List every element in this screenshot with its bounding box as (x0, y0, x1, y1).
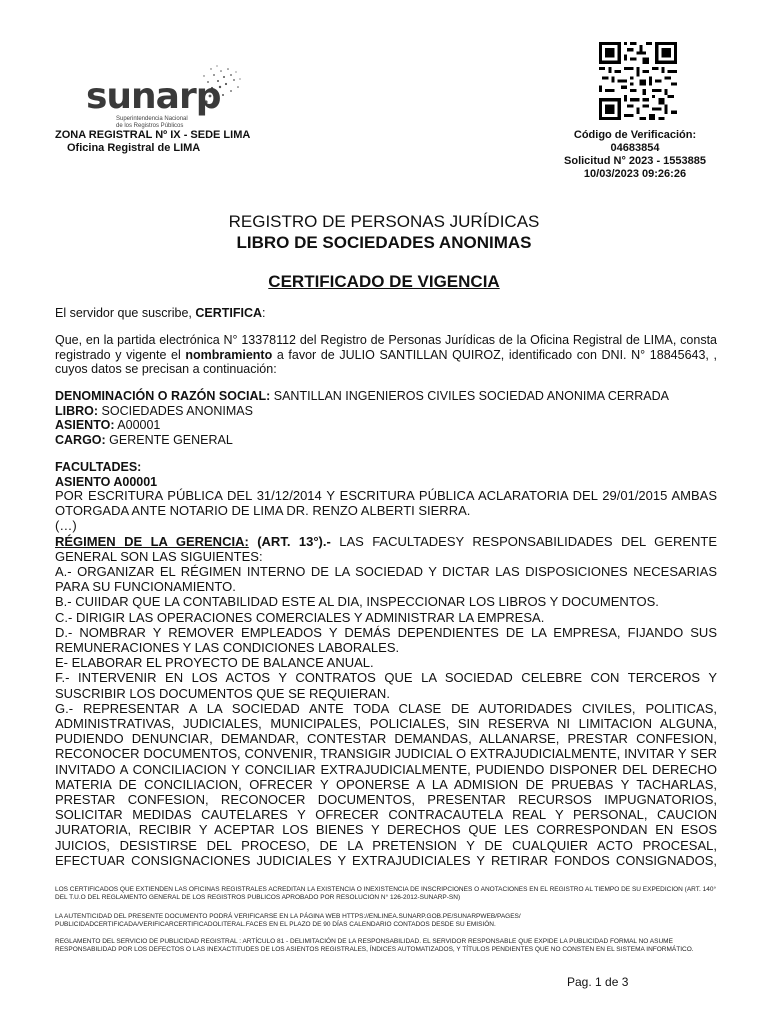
footer-note-2: LA AUTENTICIDAD DEL PRESENTE DOCUMENTO PODRÁ VERIFICARSE EN LA PÁGINA WEB HTTPS://ENLINEA.SUNARP.GOB.PE/SUNARPWEB/PAGES/ PUBLICIDADCERTIFICADA/VERIFICARCERTIFICADOLITERAL.FACES EN EL PLAZO DE 90 DÍAS CALENDARIO CONTADOS DESDE SU EMISIÓN. (55, 913, 521, 928)
facultad-item: D.- NOMBRAR Y REMOVER EMPLEADOS Y DEMÁS DEPENDIENTES DE LA EMPRESA, FIJANDO SUS REMUNERACIONES Y LAS CONDICIONES LABORALES. (55, 624, 717, 656)
regimen-paragraph (55, 534, 717, 564)
datos-value: A00001 (114, 418, 161, 432)
footer-note-3: REGLAMENTO DEL SERVICIO DE PUBLICIDAD REGISTRAL : ARTÍCULO 81 - DELIMITACIÓN DE LA RESPONSABILIDAD. EL SERVIDOR RESPONSABLE QUE EXPIDE LA PUBLICIDAD FORMAL NO ASUME RESPONSABILIDAD POR LOS DEFECTOS O LAS INEXACTITUDES DE LOS ASIENTOS REGISTRALES, ÍNDICES AUTOMATIZADOS, Y TÍTULOS PENDIENTES QUE NO CONSTEN EN EL SISTEMA INFORMÁTICO. (55, 938, 694, 953)
logo-wordmark: sunarp (86, 76, 221, 117)
qr-code-icon (598, 42, 678, 120)
intro-suffix: : (262, 306, 266, 320)
facultad-item: C.- DIRIGIR LAS OPERACIONES COMERCIALES Y ADMINISTRAR LA EMPRESA. (55, 609, 545, 625)
intro-paragraph (55, 306, 717, 321)
facultad-item: B.- CUIIDAR QUE LA CONTABILIDAD ESTE AL DIA, INSPECCIONAR LOS LIBROS Y DOCUMENTOS. (55, 594, 659, 610)
datos-block (55, 389, 717, 447)
verification-code: 04683854 (610, 142, 660, 154)
datos-value: SANTILLAN INGENIEROS CIVILES SOCIEDAD ANONIMA CERRADA (270, 389, 669, 403)
datos-label: LIBRO: (55, 403, 99, 418)
footer-note-1: LOS CERTIFICADOS QUE EXTIENDEN LAS OFICINAS REGISTRALES ACREDITAN LA EXISTENCIA O INEXISTENCIA DE INSCRIPCIONES O ANOTACIONES EN EL REGISTRO AL TIEMPO DE SU EXPEDICION (ART. 140° DEL T.U.O DEL REGLAMENTO GENERAL DE LOS REGISTROS PUBLICOS APROBADO POR RESOLUCION N° 126-2012-SUNARP-SN) (55, 886, 717, 901)
request-number: Solicitud N° 2023 - 1553885 (564, 155, 706, 167)
logo-sub-line-2: de los Registros Públicos (116, 123, 184, 129)
issue-datetime: 10/03/2023 09:26:26 (583, 168, 687, 180)
datos-row (55, 404, 717, 419)
logo-sub-line-1: Superintendencia Nacional (116, 116, 188, 122)
facultades-text (55, 488, 717, 868)
intro-prefix: El servidor que suscribe, (55, 306, 196, 320)
verification-label: Código de Verificación: (573, 129, 697, 141)
page-number: Pag. 1 de 3 (567, 975, 629, 989)
datos-row (55, 389, 717, 404)
datos-label: CARGO: (55, 432, 106, 447)
facultades-block (55, 460, 717, 489)
facultad-item: G.- REPRESENTAR A LA SOCIEDAD ANTE TODA CLASE DE AUTORIDADES CIVILES, POLITICAS, ADMINISTRATIVAS, JUDICIALES, MUNICIPALES, POLICIALES, SIN RESERVA NI LIMITACION ALGUNA, PUDIENDO DENUNCIAR, DEMANDAR, CONTESTAR DEMANDAS, ALLANARSE, PRESTAR CONFESION, RECONOCER DOCUMENTOS, CONVENIR, TRANSIGIR JUDICIAL O EXTRAJUDICIALMENTE, INVITAR Y SER INVITADO A CONCILIACION Y CONCILIAR EXTRAJUDICIALMENTE, PUDIENDO DISPONER DEL DERECHO MATERIA DE CONCILIACION, OFRECER Y OPONERSE A LA ADMISION DE PRUEBAS Y TACHARLAS, PRESTAR CONFESION, RECONOCER DOCUMENTOS, PRESENTAR RECURSOS IMPUGNATORIOS, SOLICITAR MEDIDAS CAUTELARES Y OFRECER CONTRACAUTELA REAL Y PERSONAL, CAUCION JURATORIA, RECIBIR Y ACEPTAR LOS BIENES Y DERECHOS QUE LES CORRESPONDAN EN ESOS JUICIOS, DESISTIRSE DEL PROCESO, DE LA PRETENSION Y DE CUALQUIER ACTO PROCESAL, EFECTUAR CONSIGNACIONES JUDICIALES Y EXTRAJUDICIALES Y RETIRAR FONDOS CONSIGNADOS, (55, 700, 717, 868)
asiento-heading: ASIENTO A00001 (55, 474, 158, 489)
facultad-item: F.- INTERVENIR EN LOS ACTOS Y CONTRATOS QUE LA SOCIEDAD CELEBRE CON TERCEROS Y SUSCRIBIR LOS DOCUMENTOS QUE SE REQUIERAN. (55, 670, 717, 701)
datos-label: DENOMINACIÓN O RAZÓN SOCIAL: (55, 389, 271, 403)
zona-line-2: Oficina Registral de LIMA (67, 142, 201, 154)
facultad-item: A.- ORGANIZAR EL RÉGIMEN INTERNO DE LA SOCIEDAD Y DICTAR LAS DISPOSICIONES NECESARIAS PARA SU FUNCIONAMIENTO. (55, 564, 717, 595)
facultades-heading: FACULTADES: (55, 460, 142, 474)
datos-row (55, 418, 717, 433)
logo-subtitle (116, 116, 196, 130)
partida-text-2: a favor de JULIO SANTILLAN QUIROZ, identificado con DNI. N° 18845643, , cuyos datos se precisan a continuación: (55, 347, 718, 376)
regimen-article: (ART. 13°).- (248, 533, 331, 549)
sunarp-logo (86, 62, 236, 132)
escritura-text: POR ESCRITURA PÚBLICA DEL 31/12/2014 Y ESCRITURA PÚBLICA ACLARATORIA DEL 29/01/2015 AMBAS OTORGADA ANTE NOTARIO DE LIMA DR. RENZO ALBERTI SIERRA. (55, 488, 717, 519)
zona-line-1: ZONA REGISTRAL Nº IX - SEDE LIMA (55, 129, 251, 141)
verification-block (540, 129, 730, 181)
datos-value: GERENTE GENERAL (105, 432, 233, 447)
certificate-title: CERTIFICADO DE VIGENCIA (268, 272, 500, 291)
datos-label: ASIENTO: (55, 418, 115, 432)
regimen-text: LAS FACULTADESY RESPONSABILIDADES DEL GERENTE GENERAL SON LAS SIGUIENTES: (55, 533, 718, 564)
partida-text-1: Que, en la partida electrónica N° 13378112 del Registro de Personas Jurídicas de la Oficina Registral de LIMA, consta registrado y vigente el (55, 333, 717, 362)
ellipsis-text: (…) (55, 518, 77, 534)
registry-title: REGISTRO DE PERSONAS JURÍDICAS (228, 212, 540, 231)
partida-bold: nombramiento (185, 347, 273, 362)
zona-registral (55, 129, 250, 155)
regimen-label: RÉGIMEN DE LA GERENCIA: (55, 533, 249, 549)
partida-paragraph (55, 333, 717, 377)
datos-row (55, 433, 717, 448)
facultad-item: E- ELABORAR EL PROYECTO DE BALANCE ANUAL. (55, 655, 374, 671)
datos-value: SOCIEDADES ANONIMAS (98, 403, 253, 418)
book-title: LIBRO DE SOCIEDADES ANONIMAS (236, 233, 532, 252)
intro-certifica: CERTIFICA (195, 306, 263, 320)
